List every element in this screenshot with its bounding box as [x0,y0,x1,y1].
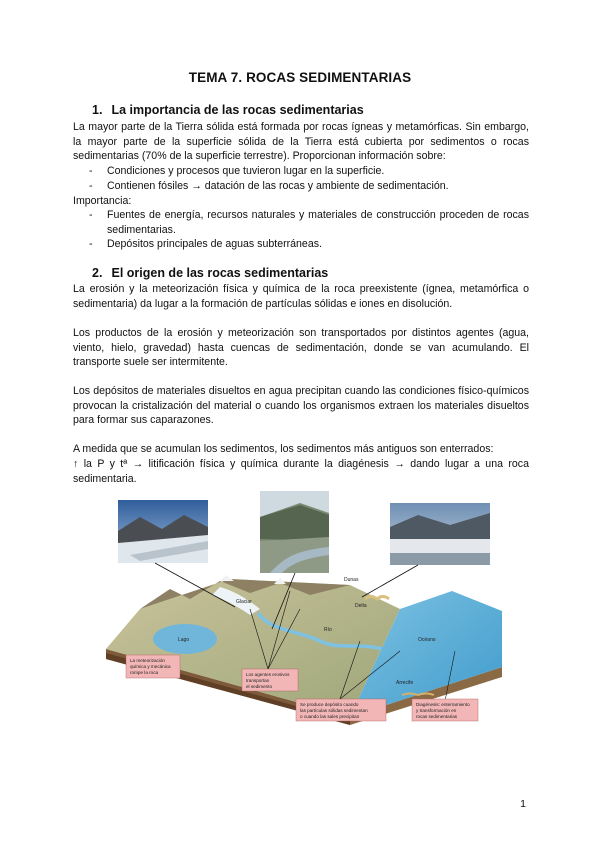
burial-line: A medida que se acumulan los sedimentos, los sedimentos más antiguos son enterrados: [73,443,494,455]
caption-line: las partículas sólidas sedimentan [300,708,368,713]
caption-line: y transformación en [416,708,457,713]
caption-line: rocas sedimentarias [416,714,458,719]
label-rio: Río [324,627,332,633]
caption-line: o cuando las sales precipitan [300,714,360,719]
label-lago: Lago [178,637,190,643]
caption-line: rompe la roca [130,670,159,675]
bullet-dash: - [89,238,93,250]
caption-deposition [296,699,386,721]
caption-line: transportan [246,678,270,683]
bullet-dash: - [89,165,93,177]
label-glaciar: Glaciar [236,599,252,605]
label-oceano: Océano [418,637,436,643]
section-2-paragraph: Los depósitos de materiales disueltos en agua precipitan cuando las condiciones físico-químicos provocan la cristalización del material o cuando los organismos extraen los materiales disueltos para formar sus caparazones. [73,385,529,427]
caption-line: el sedimento [246,684,273,689]
section-2-title: El origen de las rocas sedimentarias [111,266,329,280]
importance-label: Importancia: [73,195,132,207]
caption-line: La meteorización [130,658,165,663]
section-2-heading [92,266,328,280]
section-1-title: La importancia de las rocas sedimentarias [111,103,364,117]
label-delta: Delta [355,603,367,609]
document-title: TEMA 7. ROCAS SEDIMENTARIAS [188,70,412,85]
section-2-paragraph: La erosión y la meteorización física y química de la roca preexistente (ígnea, metamórfica o sedimentaria) da lugar a la formación de partículas sólidas e iones en disolución. [73,283,529,310]
section-2-number: 2. [92,266,103,280]
bullet-dash: - [89,209,93,221]
caption-line: Se produce depósito cuando [300,702,359,707]
delta-photo [390,503,490,565]
importance-item: Depósitos principales de aguas subterráneas. [107,238,322,250]
bullet-dash: - [89,180,93,192]
caption-diagenesis [412,699,478,721]
label-dunas: Dunas [344,577,359,583]
sedimentary-environments-figure [100,491,510,725]
importance-item: Fuentes de energía, recursos naturales y materiales de construcción proceden de rocas sedimentarias. [107,209,529,236]
info-item: Contienen fósiles → datación de las rocas y ambiente de sedimentación. [107,180,449,192]
section-1-intro: La mayor parte de la Tierra sólida está formada por rocas ígneas y metamórficas. Sin embargo, la mayor parte de la superficie sólida de la Tierra está cubierta por sedimentos o rocas sedimentarias (70% de la superficie terrestre). Proporcionan información sobre: [73,121,529,163]
caption-line: Los agentes erosivos [246,672,290,677]
caption-erosion [242,669,298,691]
diagenesis-text: ↑ la P y tª → litificación física y química durante la diagénesis → dando lugar a una roca sedimentaria. [73,458,529,485]
river-photo [260,491,329,573]
caption-line: Diagénesis: enterramiento [416,702,470,707]
caption-line: química y mecánica [130,664,171,669]
glacier-photo [118,500,208,563]
section-2-paragraph: Los productos de la erosión y meteorización son transportados por distintos agentes (agua, viento, hielo, gravedad) hasta cuencas de sedimentación, donde se van acumulando. El transporte suele ser intermitente. [73,327,529,369]
label-arrecife: Arrecife [396,680,414,686]
page-number: 1 [520,798,526,810]
info-item: Condiciones y procesos que tuvieron lugar en la superficie. [107,165,385,177]
section-1-heading [92,103,364,117]
caption-weathering [126,655,180,678]
section-1-number: 1. [92,103,103,117]
